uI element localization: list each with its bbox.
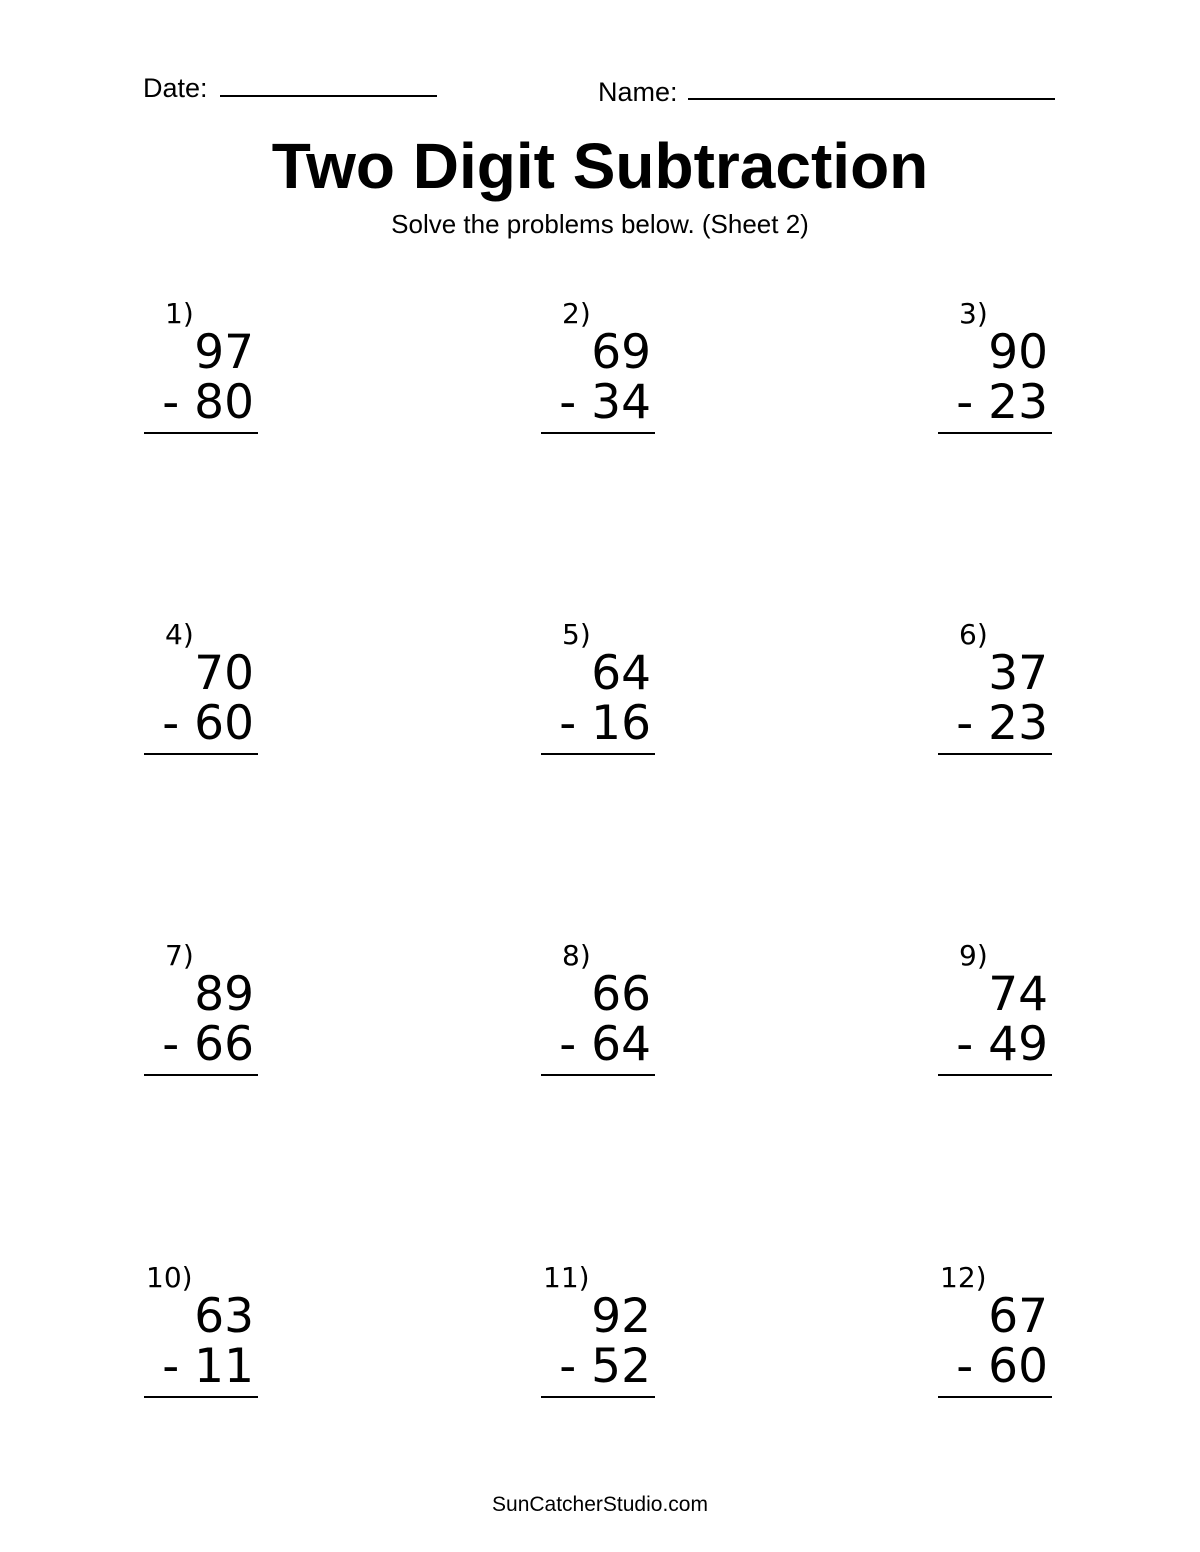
problem-3: [938, 298, 1052, 438]
problem-number: 12): [940, 1261, 987, 1294]
footer-site-name: SunCatcherStudio.com: [492, 1493, 708, 1516]
problem-number: 10): [146, 1261, 193, 1294]
subtrahend: - 34: [559, 375, 651, 430]
problem-1: [144, 298, 258, 438]
problem-8: [541, 940, 655, 1080]
problem-number: 11): [543, 1261, 590, 1294]
minuend: 74: [988, 967, 1048, 1022]
name-label: Name:: [598, 77, 678, 107]
subtrahend: - 16: [559, 696, 651, 751]
answer-line[interactable]: [541, 1396, 655, 1398]
problem-number: 1): [165, 297, 194, 330]
problem-number: 2): [562, 297, 591, 330]
problem-number: 5): [562, 618, 591, 651]
answer-line[interactable]: [144, 1396, 258, 1398]
subtrahend: - 60: [162, 696, 254, 751]
problem-number: 7): [165, 939, 194, 972]
problem-6: [938, 619, 1052, 759]
answer-line[interactable]: [541, 432, 655, 434]
answer-line[interactable]: [938, 1396, 1052, 1398]
page-subtitle: Solve the problems below. (Sheet 2): [391, 209, 809, 239]
problem-11: [541, 1262, 655, 1402]
answer-line[interactable]: [541, 753, 655, 755]
answer-line[interactable]: [938, 432, 1052, 434]
answer-line[interactable]: [144, 1074, 258, 1076]
problem-7: [144, 940, 258, 1080]
problem-number: 9): [959, 939, 988, 972]
subtrahend: - 23: [956, 375, 1048, 430]
minuend: 89: [194, 967, 254, 1022]
problem-9: [938, 940, 1052, 1080]
minuend: 97: [194, 325, 254, 380]
answer-line[interactable]: [541, 1074, 655, 1076]
problem-5: [541, 619, 655, 759]
problem-number: 3): [959, 297, 988, 330]
subtrahend: - 66: [162, 1017, 254, 1072]
minuend: 70: [194, 646, 254, 701]
date-label: Date:: [143, 73, 208, 103]
answer-line[interactable]: [938, 1074, 1052, 1076]
subtrahend: - 11: [162, 1339, 254, 1394]
minuend: 37: [988, 646, 1048, 701]
subtrahend: - 49: [956, 1017, 1048, 1072]
minuend: 69: [591, 325, 651, 380]
answer-line[interactable]: [144, 753, 258, 755]
subtrahend: - 60: [956, 1339, 1048, 1394]
problem-number: 6): [959, 618, 988, 651]
minuend: 63: [194, 1289, 254, 1344]
minuend: 67: [988, 1289, 1048, 1344]
subtrahend: - 64: [559, 1017, 651, 1072]
minuend: 90: [988, 325, 1048, 380]
page-title: Two Digit Subtraction: [271, 130, 929, 202]
date-field-line[interactable]: [220, 95, 437, 97]
minuend: 64: [591, 646, 651, 701]
subtrahend: - 23: [956, 696, 1048, 751]
problem-number: 4): [165, 618, 194, 651]
minuend: 92: [591, 1289, 651, 1344]
name-field-line[interactable]: [688, 98, 1055, 100]
answer-line[interactable]: [144, 432, 258, 434]
subtrahend: - 80: [162, 375, 254, 430]
problem-2: [541, 298, 655, 438]
problem-12: [938, 1262, 1052, 1402]
subtrahend: - 52: [559, 1339, 651, 1394]
problem-10: [144, 1262, 258, 1402]
problem-number: 8): [562, 939, 591, 972]
problem-4: [144, 619, 258, 759]
answer-line[interactable]: [938, 753, 1052, 755]
minuend: 66: [591, 967, 651, 1022]
